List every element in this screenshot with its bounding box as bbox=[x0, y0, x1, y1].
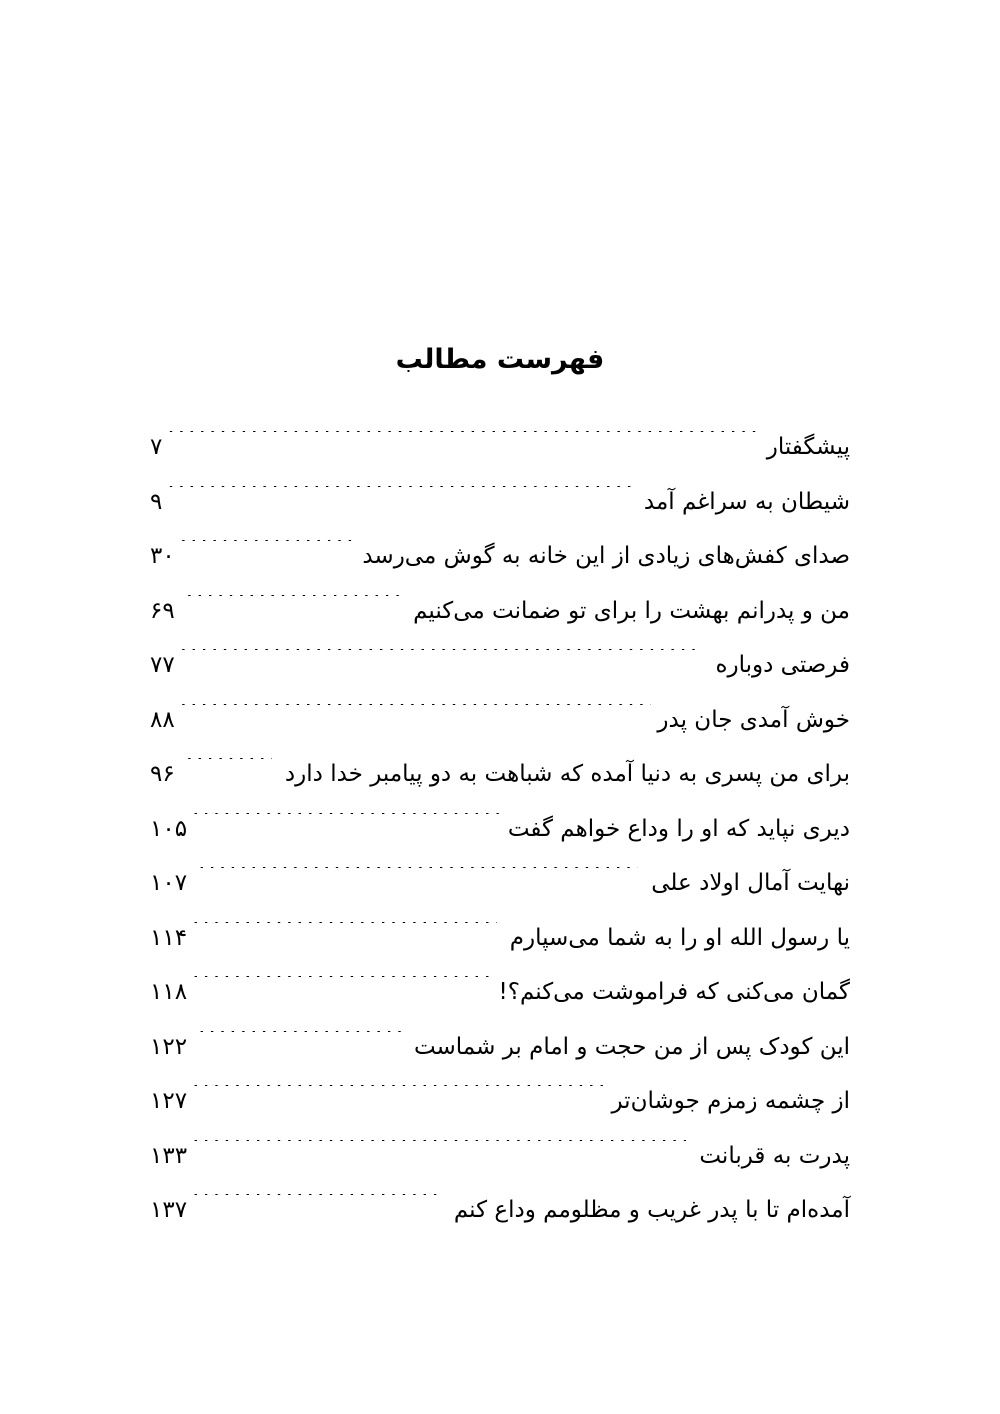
toc-leader-dots bbox=[198, 1031, 401, 1054]
toc-entry-title: گمان می‌کنی که فراموشت می‌کنم؟! bbox=[498, 979, 850, 1005]
toc-entry-title: نهایت آمال اولاد علی bbox=[651, 870, 850, 896]
toc-entry[interactable] bbox=[150, 1074, 850, 1129]
toc-entry[interactable] bbox=[150, 911, 850, 966]
toc-entry-page-number: ۹۶ bbox=[150, 761, 175, 787]
toc-entry[interactable] bbox=[150, 802, 850, 857]
toc-entry-page-number: ۶۹ bbox=[150, 597, 175, 624]
toc-entry-title: شیطان به سراغم آمد bbox=[643, 488, 850, 515]
toc-entry[interactable] bbox=[150, 856, 850, 911]
toc-entry[interactable] bbox=[150, 420, 850, 475]
toc-entry-page-number: ۱۰۵ bbox=[150, 815, 188, 842]
toc-leader-dots bbox=[186, 595, 400, 618]
toc-entry-page-number: ۱۲۲ bbox=[150, 1033, 188, 1060]
toc-leader-dots bbox=[192, 922, 497, 945]
toc-entry-page-number: ۷۷ bbox=[150, 652, 175, 678]
toc-entry[interactable] bbox=[150, 1129, 850, 1184]
toc-leader-dots bbox=[180, 540, 357, 563]
toc-entry-title: آمده‌ام تا با پدر غریب و مظلومم وداع کنم bbox=[453, 1197, 850, 1223]
toc-entry-page-number: ۱۳۷ bbox=[150, 1197, 188, 1223]
toc-leader-dots bbox=[192, 1140, 686, 1163]
toc-entry[interactable] bbox=[150, 965, 850, 1020]
toc-leader-dots bbox=[192, 1085, 605, 1108]
toc-entry-title: خوش آمدی جان پدر bbox=[657, 706, 850, 733]
toc-entry[interactable] bbox=[150, 1183, 850, 1238]
toc-entry-page-number: ۷ bbox=[150, 434, 163, 460]
toc-entry[interactable] bbox=[150, 1020, 850, 1075]
toc-entry-title: فرصتی دوباره bbox=[715, 652, 850, 678]
toc-leader-dots bbox=[192, 813, 502, 836]
toc-entry-title: از چشمه زمزم جوشان‌تر bbox=[611, 1088, 850, 1114]
toc-entry[interactable] bbox=[150, 747, 850, 802]
toc-leader-dots bbox=[192, 1194, 441, 1217]
toc-entry-page-number: ۱۱۸ bbox=[150, 979, 188, 1005]
toc-entry-page-number: ۱۳۳ bbox=[150, 1142, 188, 1169]
toc-entry-title: من و پدرانم بهشت را برای تو ضمانت می‌کنیم bbox=[413, 597, 850, 624]
toc-entry-page-number: ۳۰ bbox=[150, 543, 175, 569]
toc-entry-title: برای من پسری به دنیا آمده که شباهت به دو پیامبر خدا دارد bbox=[284, 761, 850, 787]
toc-entry[interactable] bbox=[150, 475, 850, 530]
toc-entry-title: این کودک پس از من حجت و امام بر شماست bbox=[413, 1033, 850, 1060]
toc-entry[interactable] bbox=[150, 638, 850, 693]
toc-entry-title: صدای کفش‌های زیادی از این خانه به گوش می‌رسد bbox=[362, 543, 850, 569]
page-title: فهرست مطالب bbox=[395, 344, 605, 375]
toc-leader-dots bbox=[180, 649, 703, 672]
toc-leader-dots bbox=[198, 867, 638, 890]
toc-entry-title: پیشگفتار bbox=[766, 434, 850, 460]
toc-leader-dots bbox=[167, 431, 760, 454]
toc-entry-title: پدرت به قربانت bbox=[699, 1142, 850, 1169]
toc-entry-page-number: ۸۸ bbox=[150, 706, 175, 733]
toc-entry-list bbox=[150, 420, 850, 1238]
toc-leader-dots bbox=[186, 758, 272, 781]
toc-entry-page-number: ۹ bbox=[150, 488, 163, 515]
toc-entry[interactable] bbox=[150, 693, 850, 748]
toc-entry-page-number: ۱۰۷ bbox=[150, 870, 188, 896]
toc-entry-page-number: ۱۲۷ bbox=[150, 1088, 188, 1114]
toc-entry-page-number: ۱۱۴ bbox=[150, 924, 188, 951]
toc-entry[interactable] bbox=[150, 584, 850, 639]
toc-leader-dots bbox=[180, 704, 652, 727]
toc-leader-dots bbox=[167, 486, 631, 509]
toc-leader-dots bbox=[192, 976, 492, 999]
toc-entry-title: دیری نپاید که او را وداع خواهم گفت bbox=[507, 815, 850, 842]
toc-entry-title: یا رسول الله او را به شما می‌سپارم bbox=[509, 924, 850, 951]
toc-entry[interactable] bbox=[150, 529, 850, 584]
